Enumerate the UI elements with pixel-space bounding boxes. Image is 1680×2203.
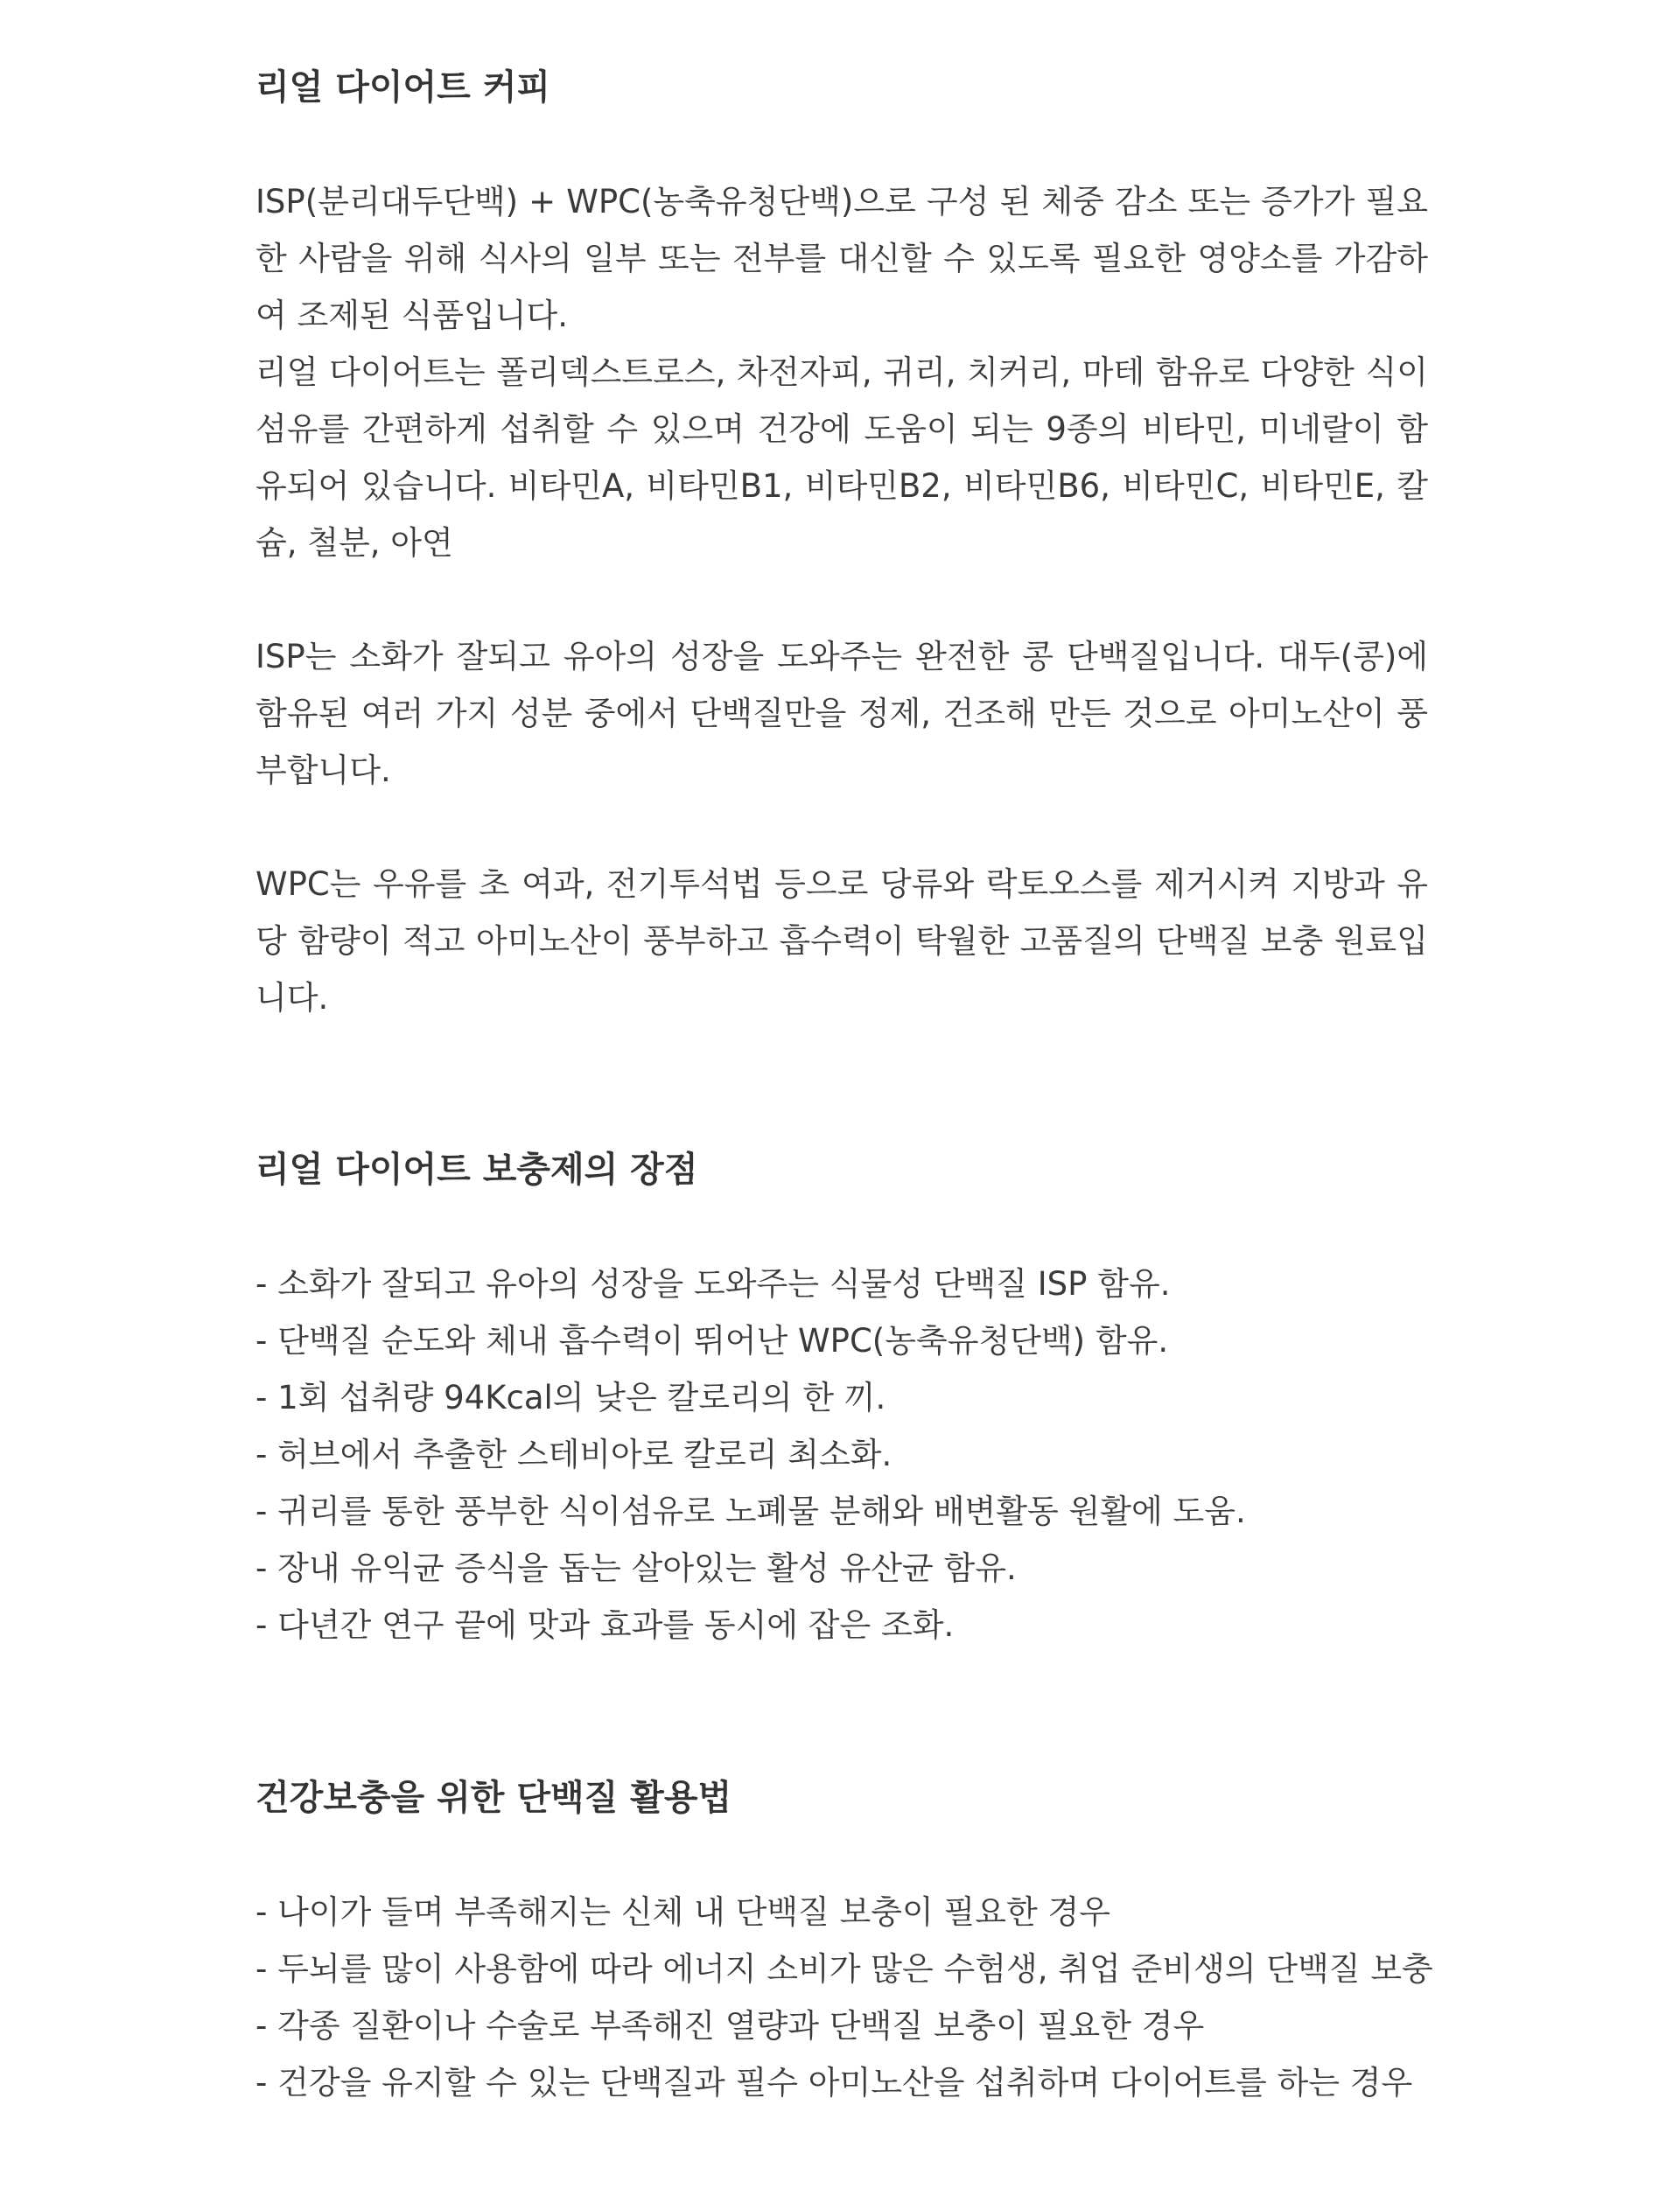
list-item: - 귀리를 통한 풍부한 식이섬유로 노폐물 분해와 배변활동 원활에 도움. xyxy=(256,1493,1246,1530)
list-item: - 단백질 순도와 체내 흡수력이 뛰어난 WPC(농축유청단백) 함유. xyxy=(256,1322,1169,1360)
intro-block xyxy=(256,173,1428,571)
list-item: - 각종 질환이나 수술로 부족해진 열량과 단백질 보충이 필요한 경우 xyxy=(256,2007,1205,2045)
list-item: - 두뇌를 많이 사용함에 따라 에너지 소비가 많은 수험생, 취업 준비생의 단백질 보충 xyxy=(256,1950,1433,1988)
list-item: - 건강을 유지할 수 있는 단백질과 필수 아미노산을 섭취하며 다이어트를 하는 경우 xyxy=(256,2064,1413,2102)
section-title-protein-usage: 건강보충을 위한 단백질 활용법 xyxy=(256,1778,732,1818)
section-title-real-diet-coffee: 리얼 다이어트 커피 xyxy=(256,67,550,108)
intro-paragraph-nutrients: 리얼 다이어트는 폴리덱스트로스, 차전자피, 귀리, 치커리, 마테 함유로 다양한 식이섬유를 간편하게 섭취할 수 있으며 건강에 도움이 되는 9종의 비타민, 미네랄이 함유되어 있습니다. 비타민A, 비타민B1, 비타민B2, 비타민B6, 비타민C, 비타민E, 칼슘, 철분, 아연 xyxy=(256,353,1428,562)
article-content xyxy=(256,61,1433,2111)
intro-paragraph-composition: ISP(분리대두단백) + WPC(농축유청단백)으로 구성 된 체중 감소 또는 증가가 필요한 사람을 위해 식사의 일부 또는 전부를 대신할 수 있도록 필요한 영양소를 가감하여 조제된 식품입니다. xyxy=(256,183,1428,334)
wpc-paragraph: WPC는 우유를 초 여과, 전기투석법 등으로 당류와 락토오스를 제거시켜 지방과 유당 함량이 적고 아미노산이 풍부하고 흡수력이 탁월한 고품질의 단백질 보충 원료입니다. xyxy=(256,865,1428,1017)
list-item: - 허브에서 추출한 스테비아로 칼로리 최소화. xyxy=(256,1436,892,1473)
list-item: - 나이가 들며 부족해지는 신체 내 단백질 보충이 필요한 경우 xyxy=(256,1893,1111,1931)
list-item: - 소화가 잘되고 유아의 성장을 도와주는 식물성 단백질 ISP 함유. xyxy=(256,1265,1171,1303)
list-item: - 1회 섭취량 94Kcal의 낮은 칼로리의 한 끼. xyxy=(256,1379,886,1416)
isp-paragraph: ISP는 소화가 잘되고 유아의 성장을 도와주는 완전한 콩 단백질입니다. 대두(콩)에 함유된 여러 가지 성분 중에서 단백질만을 정제, 건조해 만든 것으로 아미노산이 풍부합니다. xyxy=(256,638,1428,789)
list-item: - 다년간 연구 끝에 맛과 효과를 동시에 잡은 조화. xyxy=(256,1606,955,1644)
benefits-list xyxy=(256,1255,1428,1654)
protein-usage-list xyxy=(256,1884,1433,2111)
list-item: - 장내 유익균 증식을 돕는 살아있는 활성 유산균 함유. xyxy=(256,1549,1017,1587)
section-title-benefits: 리얼 다이어트 보충제의 장점 xyxy=(256,1150,698,1190)
